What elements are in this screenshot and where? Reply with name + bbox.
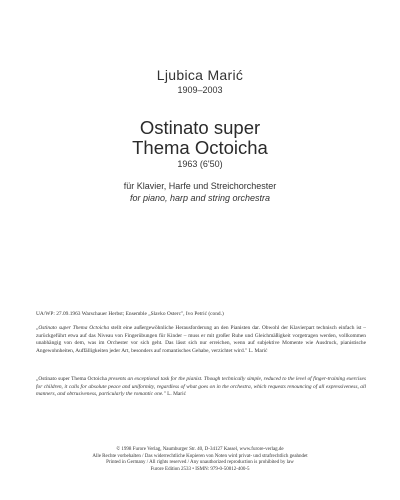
scoring-german: für Klavier, Harfe und Streichorchester (123, 181, 277, 191)
work-block (0, 118, 400, 170)
quote-english (36, 376, 366, 399)
scoring-english: for piano, harp and string orchestra (129, 193, 271, 203)
quote-en-open: „ (36, 376, 39, 382)
footer-copyright: © 1998 Furore Verlag, Naumburger Str. 40, D-34127 Kassel, www.furore-verlag.de (116, 447, 284, 452)
composer-name: Ljubica Marić (156, 67, 244, 83)
quote-de-open: „ (36, 325, 39, 331)
work-title-line2: Thema Octoicha (132, 137, 268, 158)
quote-de-text: stellt eine außergewöhnliche Herausforderung an den Pianisten dar. Obwohl der Klavierpart technisch einfach ist – zurückgeführt etwa auf das Niveau von Fingerübungen für Kinder – muss er mit großer Ruhe und Gleichmäßigkeit vorgetragen werden, vollkommen unabhängig von dem, was im Orchester vor sich geht. Das lässt sich nur erreichen, wenn auf subjektive Momente wie Ausdruck, pianistische Angewohnheiten, Auffälligkeiten jeder Art, besonders auf romantisches Gehabe, verzichtet wird." (36, 325, 366, 354)
premiere-info: UA/WP: 27.09.1963 Warschauer Herbst; Ensemble „Slavko Osterc", Ivo Petrić (cond.) (36, 311, 224, 317)
quote-en-author: L. Marić (165, 391, 186, 398)
footer-rights-en: Printed in Germany / All rights reserved / Any unauthorized reproduction is prohibited by law (106, 460, 294, 466)
scoring-block (0, 180, 400, 204)
composer-block (0, 66, 400, 96)
quote-de-author: L. Marić (247, 347, 268, 354)
publisher-footer (0, 447, 400, 473)
footer-rights-de: Alle Rechte vorbehalten / Das widerrechtliche Kopieren von Noten wird privat- und strafrechtlich geahndet (92, 453, 308, 459)
composer-dates: 1909–2003 (177, 85, 223, 95)
work-title-line1: Ostinato super (139, 117, 261, 138)
quote-en-work-title: Ostinato super Thema Octoicha (38, 376, 107, 382)
quote-de-work-title: Ostinato super Thema Octoicha (38, 325, 110, 331)
work-year-duration: 1963 (6'50) (177, 159, 223, 169)
quote-german (36, 325, 366, 355)
quote-en-text: presents an exceptional task for the pianist. Though technically simple, reduced to the level of finger-training exercises for children, it calls for absolute peace and uniformity, regardless of what goes on in the orchestra, which requests renouncing of all expressiveness, all manners, and obtrusiveness, particularly the romantic one." (36, 376, 366, 398)
footer-edition-ismn: Furore Edition 2533 • ISMN: 979-0-50012-400-5 (150, 466, 250, 472)
